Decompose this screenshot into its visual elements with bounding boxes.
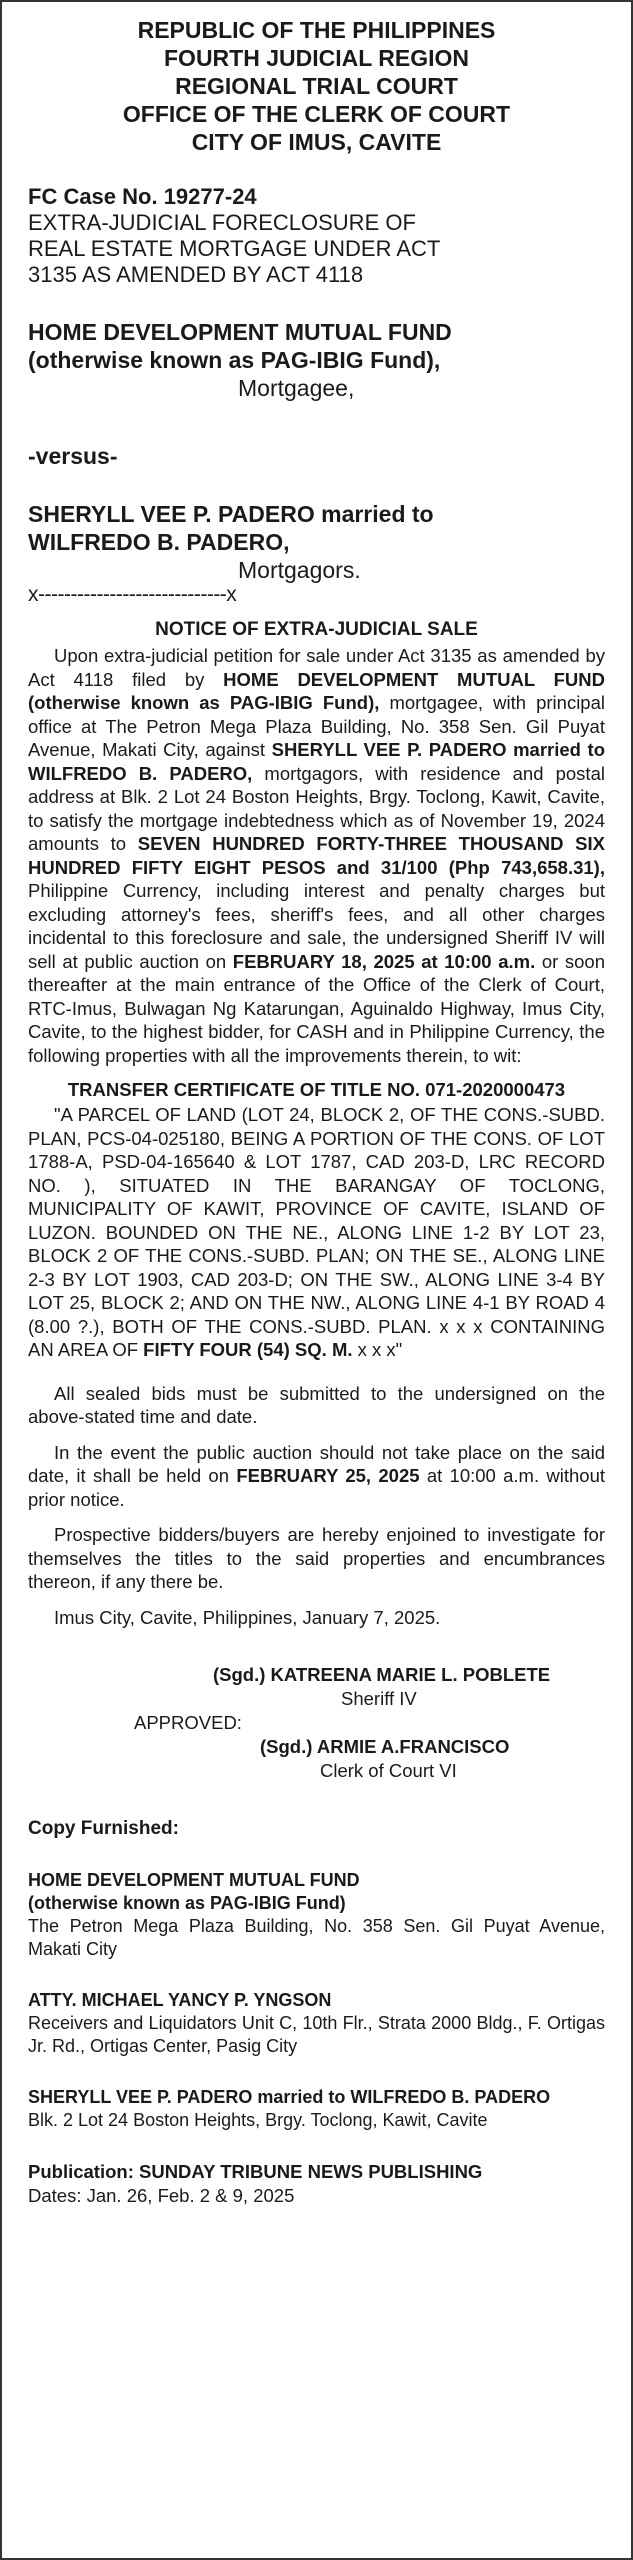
- notice-title: NOTICE OF EXTRA-JUDICIAL SALE: [155, 619, 478, 640]
- body-text: Philippine Currency, including interest and penalty charges but excluding attorney's fees, sheriff's fees, and all other charges incidental to this foreclosure and sale, the undersigned Sheriff IV will sell at public auction on: [28, 880, 605, 972]
- property-description: [28, 1103, 605, 1362]
- case-description-line: EXTRA-JUDICIAL FORECLOSURE OF: [28, 210, 416, 235]
- mortgagors-block: [28, 500, 605, 606]
- reschedule-paragraph: [28, 1441, 605, 1512]
- tct-title: TRANSFER CERTIFICATE OF TITLE NO. 071-2020000473: [67, 1079, 566, 1100]
- versus-label: -versus-: [28, 443, 118, 469]
- body-bold-auction-date: FEBRUARY 18, 2025 at 10:00 a.m.: [232, 950, 536, 972]
- bidders-paragraph: Prospective bidders/buyers are hereby enjoined to investigate for themselves the titles to the said properties and encumbrances thereon, if any there be.: [28, 1524, 605, 1592]
- copy-furnished-label: Copy Furnished:: [28, 1818, 179, 1839]
- header-line: CITY OF IMUS, CAVITE: [191, 129, 442, 155]
- property-text: x x x": [352, 1339, 403, 1360]
- sheriff-title: Sheriff IV: [341, 1688, 417, 1709]
- body-text: at 10:00 a.m. without prior notice.: [28, 1465, 605, 1510]
- approved-label: APPROVED:: [134, 1712, 242, 1733]
- recipient-address: Blk. 2 Lot 24 Boston Heights, Brgy. Toclong, Kawit, Cavite: [28, 2110, 488, 2130]
- sheriff-signature: [28, 1663, 605, 1711]
- property-area: FIFTY FOUR (54) SQ. M.: [143, 1339, 353, 1360]
- body-text: In the event the public auction should not take place on the said date, it shall be held on: [28, 1441, 605, 1486]
- notice-body-paragraph: [28, 644, 605, 1067]
- body-bold-mortgagors: SHERYLL VEE P. PADERO married to WILFREDO B. PADERO,: [28, 739, 605, 784]
- recipient-name: ATTY. MICHAEL YANCY P. YNGSON: [28, 1990, 332, 2010]
- body-text: or soon thereafter at the main entrance of the Office of the Clerk of Court, RTC-Imus, Bulwagan Ng Katarungan, Aguinaldo Highway, Imus City, Cavite, to the highest bidder, for CASH and in Philippine Currency, the following properties with all the improvements therein, to wit:: [28, 950, 605, 1066]
- mortgagor-spouse: WILFREDO B. PADERO,: [28, 529, 290, 555]
- clerk-name: (Sgd.) ARMIE A.FRANCISCO: [260, 1736, 510, 1757]
- publication-label: Publication: SUNDAY TRIBUNE NEWS PUBLISHING: [28, 2161, 483, 2182]
- case-description-line: REAL ESTATE MORTGAGE UNDER ACT: [28, 236, 441, 261]
- recipient-address: The Petron Mega Plaza Building, No. 358 Sen. Gil Puyat Avenue, Makati City: [28, 1916, 605, 1959]
- recipient-block: [28, 2086, 605, 2132]
- body-bold-amount: SEVEN HUNDRED FORTY-THREE THOUSAND SIX HUNDRED FIFTY EIGHT PESOS and 31/100 (Php 743,658.31),: [28, 833, 605, 878]
- body-text: Upon extra-judicial petition for sale under Act 3135 as amended by Act 4118 filed by: [28, 645, 605, 690]
- header-line: FOURTH JUDICIAL REGION: [164, 45, 469, 71]
- body-bold-reschedule-date: FEBRUARY 25, 2025: [236, 1465, 420, 1486]
- recipient-name: HOME DEVELOPMENT MUTUAL FUND: [28, 1870, 360, 1890]
- body-text: mortgagee, with principal office at The Petron Mega Plaza Building, No. 358 Sen. Gil Puyat Avenue, Makati City, against: [28, 692, 605, 760]
- recipient-address: Receivers and Liquidators Unit C, 10th Flr., Strata 2000 Bldg., F. Ortigas Jr. Rd., Ortigas Center, Pasig City: [28, 2013, 605, 2056]
- case-description-line: 3135 AS AMENDED BY ACT 4118: [28, 262, 364, 287]
- case-block: [28, 184, 605, 288]
- mortgagors-role: Mortgagors.: [238, 557, 361, 583]
- mortgagee-block: [28, 318, 605, 402]
- place-date: Imus City, Cavite, Philippines, January 7, 2025.: [54, 1606, 441, 1628]
- header-line: OFFICE OF THE CLERK OF COURT: [122, 101, 511, 127]
- separator-line: x-----------------------------x: [28, 583, 237, 606]
- mortgagee-role: Mortgagee,: [238, 375, 355, 401]
- court-header: [28, 16, 605, 156]
- mortgagor-name: SHERYLL VEE P. PADERO married to: [28, 501, 434, 527]
- body-bold-mortgagee: HOME DEVELOPMENT MUTUAL FUND (otherwise known as PAG-IBIG Fund),: [28, 668, 605, 713]
- clerk-title: Clerk of Court VI: [320, 1760, 457, 1781]
- property-text: "A PARCEL OF LAND (LOT 24, BLOCK 2, OF THE CONS.-SUBD. PLAN, PCS-04-025180, BEING A PORTION OF THE CONS. OF LOT 1788-A, PSD-04-165640 & LOT 1787, CAD 203-D, LRC RECORD NO. ), SITUATED IN THE BARANGAY OF TOCLONG, MUNICIPALITY OF KAWIT, PROVINCE OF CAVITE, ISLAND OF LUZON. BOUNDED ON THE NE., ALONG LINE 1-2 BY LOT 23, BLOCK 2 OF THE CONS.-SUBD. PLAN; ON THE SE., ALONG LINE 2-3 BY LOT 1903, CAD 203-D; ON THE SW., ALONG LINE 3-4 BY LOT 25, BLOCK 2; AND ON THE NW., ALONG LINE 4-1 BY ROAD 4 (8.00 ?.), BOTH OF THE CONS.-SUBD. PLAN. x x x CONTAINING AN AREA OF: [28, 1104, 605, 1360]
- recipient-name: SHERYLL VEE P. PADERO married to WILFREDO B. PADERO: [28, 2087, 551, 2107]
- recipient-alias: (otherwise known as PAG-IBIG Fund): [28, 1893, 346, 1913]
- bids-paragraph: All sealed bids must be submitted to the undersigned on the above-stated time and date.: [28, 1382, 605, 1427]
- header-line: REPUBLIC OF THE PHILIPPINES: [137, 17, 496, 43]
- clerk-signature: [28, 1735, 605, 1783]
- publication-block: [28, 2160, 605, 2208]
- case-number: FC Case No. 19277-24: [28, 184, 257, 209]
- mortgagee-alias: (otherwise known as PAG-IBIG Fund),: [28, 347, 441, 373]
- publication-dates: Dates: Jan. 26, Feb. 2 & 9, 2025: [28, 2185, 295, 2206]
- recipient-block: [28, 1989, 605, 2058]
- mortgagee-name: HOME DEVELOPMENT MUTUAL FUND: [28, 319, 452, 345]
- recipient-block: [28, 1869, 605, 1961]
- header-line: REGIONAL TRIAL COURT: [175, 73, 458, 99]
- body-text: mortgagors, with residence and postal address at Blk. 2 Lot 24 Boston Heights, Brgy. Toclong, Kawit, Cavite, to satisfy the mortgage indebtedness which as of November 19, 2024 amounts to: [28, 762, 605, 854]
- sheriff-name: (Sgd.) KATREENA MARIE L. POBLETE: [213, 1664, 551, 1685]
